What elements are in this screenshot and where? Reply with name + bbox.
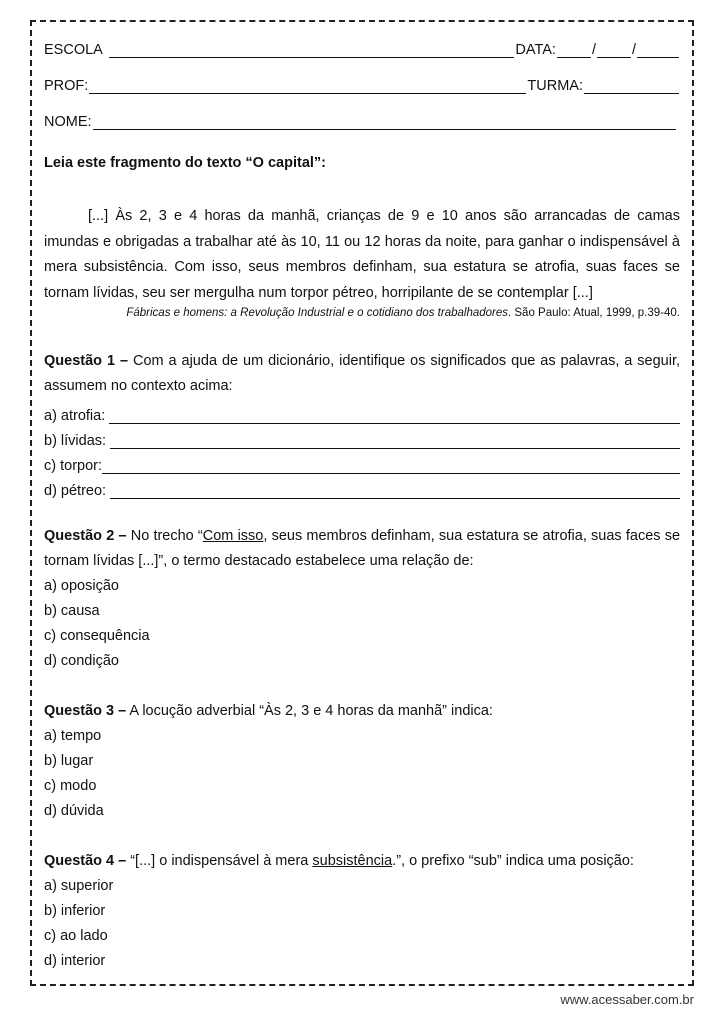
question-2-label: Questão 2 –: [44, 528, 127, 544]
choice-option[interactable]: d) dúvida: [44, 803, 104, 819]
question-1-text: Com a ajuda de um dicionário, identifique os significados que as palavras, a seguir, assumem no contexto acima:: [44, 353, 681, 394]
choice-option[interactable]: a) superior: [44, 878, 114, 894]
highlighted-term: subsistência: [312, 853, 393, 869]
choice-option[interactable]: b) causa: [44, 603, 100, 619]
answer-field[interactable]: [109, 406, 680, 424]
choice-option[interactable]: a) tempo: [44, 728, 102, 744]
option-label: d) pétreo:: [44, 483, 107, 499]
source-title: Fábricas e homens: a Revolução Industrial e o cotidiano dos trabalhadores: [126, 307, 508, 319]
date-year-field[interactable]: [637, 44, 679, 58]
option-label: a) atrofia:: [44, 408, 106, 424]
turma-label: TURMA:: [527, 78, 583, 94]
name-line: [44, 112, 680, 130]
excerpt-source: [44, 307, 680, 319]
question-2-post: , seus membros definham, sua estatura se atrofia, suas faces se tornam lívidas [...]”, o termo destacado estabelece uma relação de:: [44, 528, 681, 569]
worksheet: [44, 40, 680, 974]
spacer: [44, 674, 680, 699]
question-3-label: Questão 3 –: [44, 703, 127, 719]
school-line: [44, 40, 680, 58]
answer-line[interactable]: [44, 449, 680, 474]
answer-field[interactable]: [110, 431, 680, 449]
text-excerpt: [...] Às 2, 3 e 4 horas da manhã, crianças de 9 e 10 anos são arrancadas de camas imundas e obrigadas a trabalhar até às 10, 11 ou 12 horas da noite, para ganhar o indispensável à mera subsistência. Com isso, seus membros definham, sua estatura se atrofia, suas faces se tornam lívidas, seu ser mergulha num torpor pétreo, horripilante de se contemplar [...]: [44, 208, 680, 301]
source-details: . São Paulo: Atual, 1999, p.39-40.: [508, 307, 680, 319]
website-footer: www.acessaber.com.br: [560, 992, 694, 1007]
choice-option[interactable]: c) modo: [44, 778, 97, 794]
escola-field[interactable]: [109, 44, 515, 58]
question-3: [44, 699, 680, 724]
answer-line[interactable]: [44, 474, 680, 499]
question-4: [44, 849, 680, 874]
answer-field[interactable]: [110, 481, 680, 499]
spacer: [44, 824, 680, 849]
question-4-pre: “[...] o indispensável à mera: [126, 853, 313, 869]
reading-instruction: Leia este fragmento do texto “O capital”:: [44, 155, 326, 171]
choice-option[interactable]: b) inferior: [44, 903, 106, 919]
question-2-pre: No trecho “: [126, 528, 203, 544]
question-4-label: Questão 4 –: [44, 853, 127, 869]
turma-field[interactable]: [584, 80, 679, 94]
answer-field[interactable]: [102, 456, 680, 474]
question-3-text: A locução adverbial “Às 2, 3 e 4 horas da manhã” indica:: [126, 703, 493, 719]
question-1: [44, 349, 680, 399]
answer-line[interactable]: [44, 424, 680, 449]
date-month-field[interactable]: [597, 44, 631, 58]
prof-field[interactable]: [89, 80, 526, 94]
choice-option[interactable]: d) interior: [44, 953, 106, 969]
question-1-label: Questão 1 –: [44, 353, 129, 369]
nome-label: NOME:: [44, 114, 92, 130]
date-separator: /: [631, 42, 636, 58]
choice-option[interactable]: c) ao lado: [44, 928, 108, 944]
option-label: b) lívidas:: [44, 433, 107, 449]
choice-option[interactable]: a) oposição: [44, 578, 119, 594]
date-day-field[interactable]: [557, 44, 591, 58]
spacer: [44, 499, 680, 524]
highlighted-term: Com isso: [202, 528, 264, 544]
choice-option[interactable]: b) lugar: [44, 753, 94, 769]
question-4-post: .”, o prefixo “sub” indica uma posição:: [392, 853, 634, 869]
teacher-line: [44, 76, 680, 94]
date-separator: /: [591, 42, 596, 58]
answer-line[interactable]: [44, 399, 680, 424]
prof-label: PROF:: [44, 78, 89, 94]
data-label: DATA:: [515, 42, 556, 58]
choice-option[interactable]: d) condição: [44, 653, 119, 669]
escola-label: ESCOLA: [44, 42, 103, 58]
choice-option[interactable]: c) consequência: [44, 628, 150, 644]
option-label: c) torpor:: [44, 458, 103, 474]
nome-field[interactable]: [93, 116, 676, 130]
question-2: [44, 524, 680, 574]
